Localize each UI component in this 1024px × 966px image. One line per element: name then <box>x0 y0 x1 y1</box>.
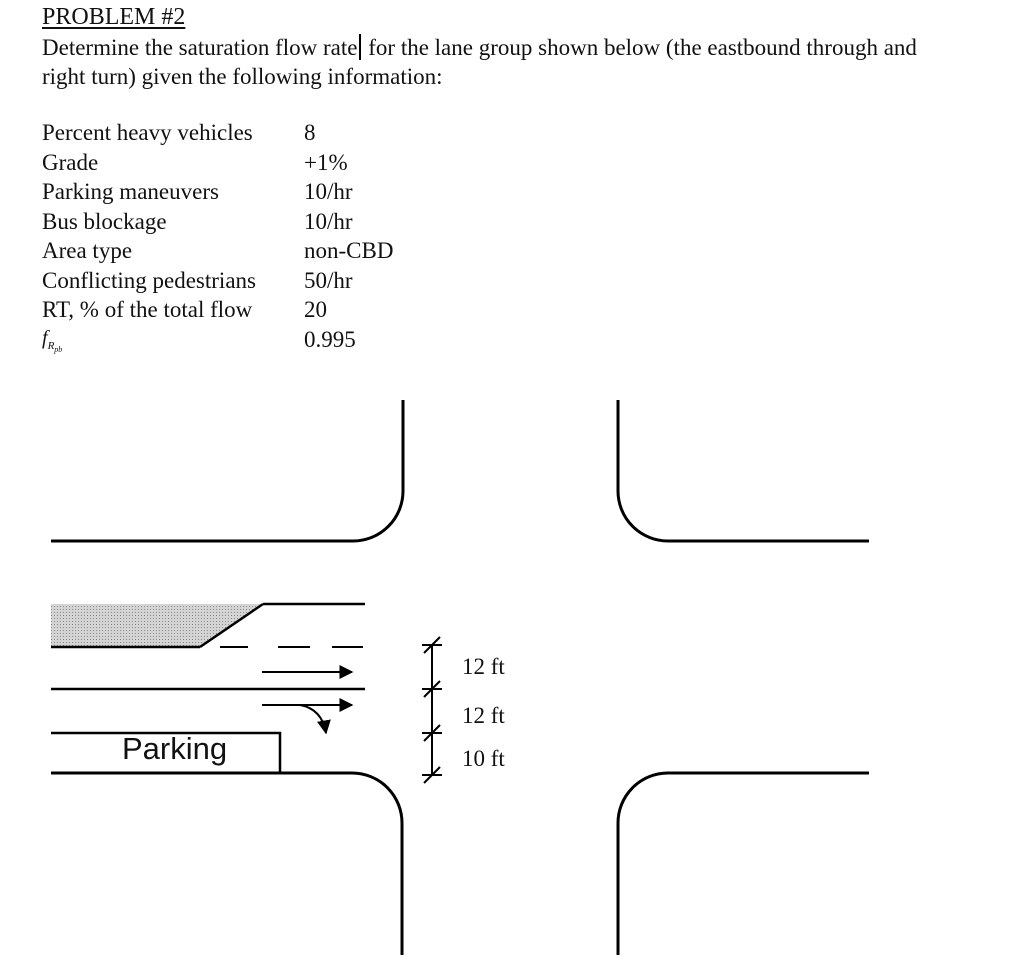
info-value: 10/hr <box>304 208 353 234</box>
info-label: Percent heavy vehicles <box>42 120 253 145</box>
curb-southeast <box>618 773 869 955</box>
info-value: 8 <box>304 120 316 145</box>
curb-northwest <box>51 400 403 541</box>
info-label: Conflicting pedestrians <box>42 267 256 293</box>
info-value: 50/hr <box>304 267 353 293</box>
parking-label: Parking <box>122 731 228 766</box>
frpb-symbol: $f_{R_{pb}}$ <box>42 326 63 354</box>
right-turn-arrow <box>300 705 326 733</box>
info-value: 20 <box>304 297 327 322</box>
info-label: Area type <box>42 238 133 263</box>
info-label: Parking maneuvers <box>42 179 219 204</box>
curb-southwest <box>51 773 402 955</box>
info-value: 0.995 <box>304 326 356 352</box>
lane-width-label: 12 ft <box>462 703 505 728</box>
problem-title: PROBLEM #2 <box>42 4 186 30</box>
info-label: RT, % of the total flow <box>42 297 253 322</box>
info-value: 10/hr <box>304 179 353 204</box>
info-label: Grade <box>42 149 99 175</box>
info-value: non-CBD <box>304 238 394 263</box>
intro-part-2: for the lane group shown below (the eastbound through and right turn) given the following information: <box>42 35 917 89</box>
curb-northeast <box>618 400 869 541</box>
intro-part-1: Determine the saturation flow rate <box>42 35 358 60</box>
lane-width-label: 12 ft <box>462 654 505 679</box>
info-label: Bus blockage <box>42 208 167 234</box>
info-value: +1% <box>304 149 348 175</box>
parking-width-label: 10 ft <box>462 746 505 771</box>
